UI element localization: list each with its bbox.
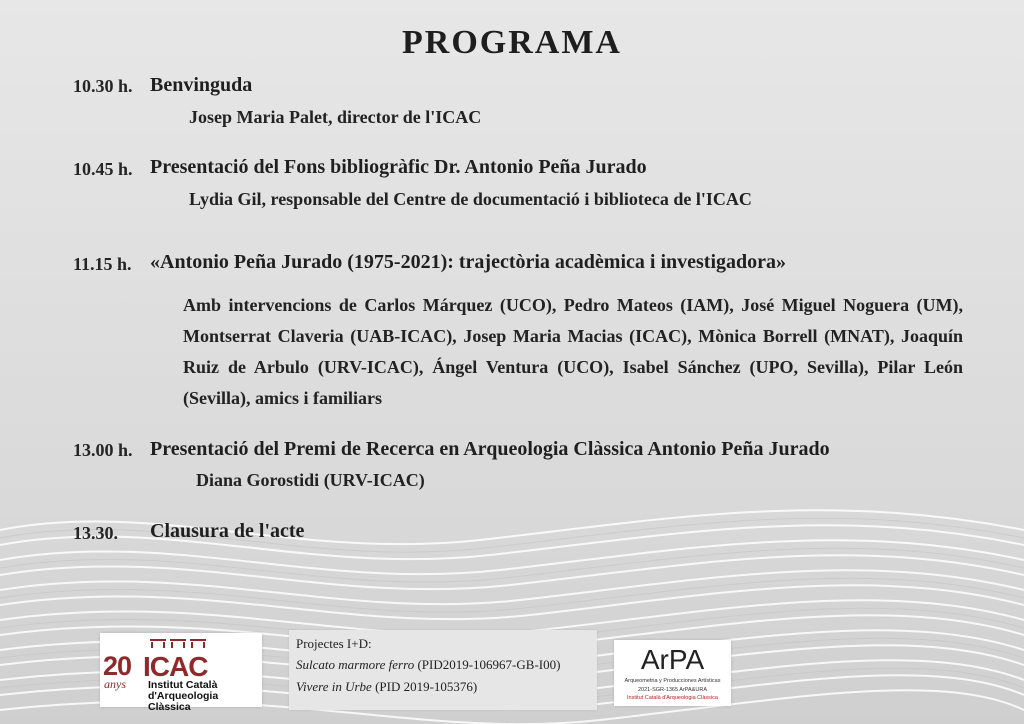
program-time: 10.45 h. (73, 159, 133, 179)
program-time: 13.00 h. (73, 440, 133, 460)
arpa-logo (614, 640, 731, 706)
program-time: 11.15 h. (73, 254, 132, 274)
arpa-title: ArPA (640, 644, 705, 675)
project-2-code: (PID 2019-105376) (371, 679, 478, 694)
program-speaker: Josep Maria Palet, director de l'ICAC (189, 107, 482, 127)
program-speaker: Diana Gorostidi (URV-ICAC) (196, 470, 425, 490)
icac-full-name (148, 680, 262, 713)
arpa-institute: Institut Català d'Arqueologia Clàssica (627, 695, 718, 701)
program-participants: Amb intervencions de Carlos Márquez (UCO), Pedro Mateos (IAM), José Miguel Noguera (UM), Montserrat Claveria (UAB-ICAC), Josep Maria Macias (ICAC), Mònica Borrell (MNAT), Joaquín Ruiz de Arbulo (URV-ICAC), Ángel Ventura (UCO), Isabel Sánchez (UPO, Sevilla), Pilar León (Sevilla), amics i familiars (183, 295, 963, 408)
program-title: Clausura de l'acte (150, 520, 305, 542)
projects-heading: Projectes I+D: (296, 636, 372, 651)
program-title: Presentació del Premi de Recerca en Arqueologia Clàssica Antonio Peña Jurado (150, 438, 830, 460)
arpa-code: 2021-SGR-1365 ArPA&URA (638, 687, 707, 693)
program-time: 13.30. (73, 523, 118, 543)
project-1-name: Sulcato marmore ferro (296, 657, 415, 672)
icac-anniversary-number: 20 (103, 651, 132, 681)
program-title: Presentació del Fons bibliogràfic Dr. Antonio Peña Jurado (150, 156, 647, 178)
arpa-subtitle: Arqueometria y Producciones Artísticas (624, 678, 721, 684)
project-line-1 (296, 657, 560, 673)
page-title: PROGRAMA (402, 24, 622, 61)
program-speaker: Lydia Gil, responsable del Centre de documentació i biblioteca de l'ICAC (189, 189, 752, 209)
icac-logo (100, 633, 262, 713)
icac-acronym: ICAC (143, 651, 208, 682)
icac-columns-icon (150, 639, 210, 649)
icac-name-line1: Institut Català (148, 679, 218, 691)
program-time: 10.30 h. (73, 76, 133, 96)
program-title: «Antonio Peña Jurado (1975-2021): trajectòria acadèmica i investigadora» (150, 251, 787, 273)
program-title: Benvinguda (150, 74, 253, 96)
project-line-2 (296, 679, 477, 695)
icac-anniversary-label: anys (104, 677, 126, 691)
project-1-code: (PID2019-106967-GB-I00) (414, 657, 561, 672)
project-2-name: Vivere in Urbe (296, 679, 372, 694)
projects-box (289, 630, 597, 710)
icac-name-line2: d'Arqueologia Clàssica (148, 690, 219, 713)
